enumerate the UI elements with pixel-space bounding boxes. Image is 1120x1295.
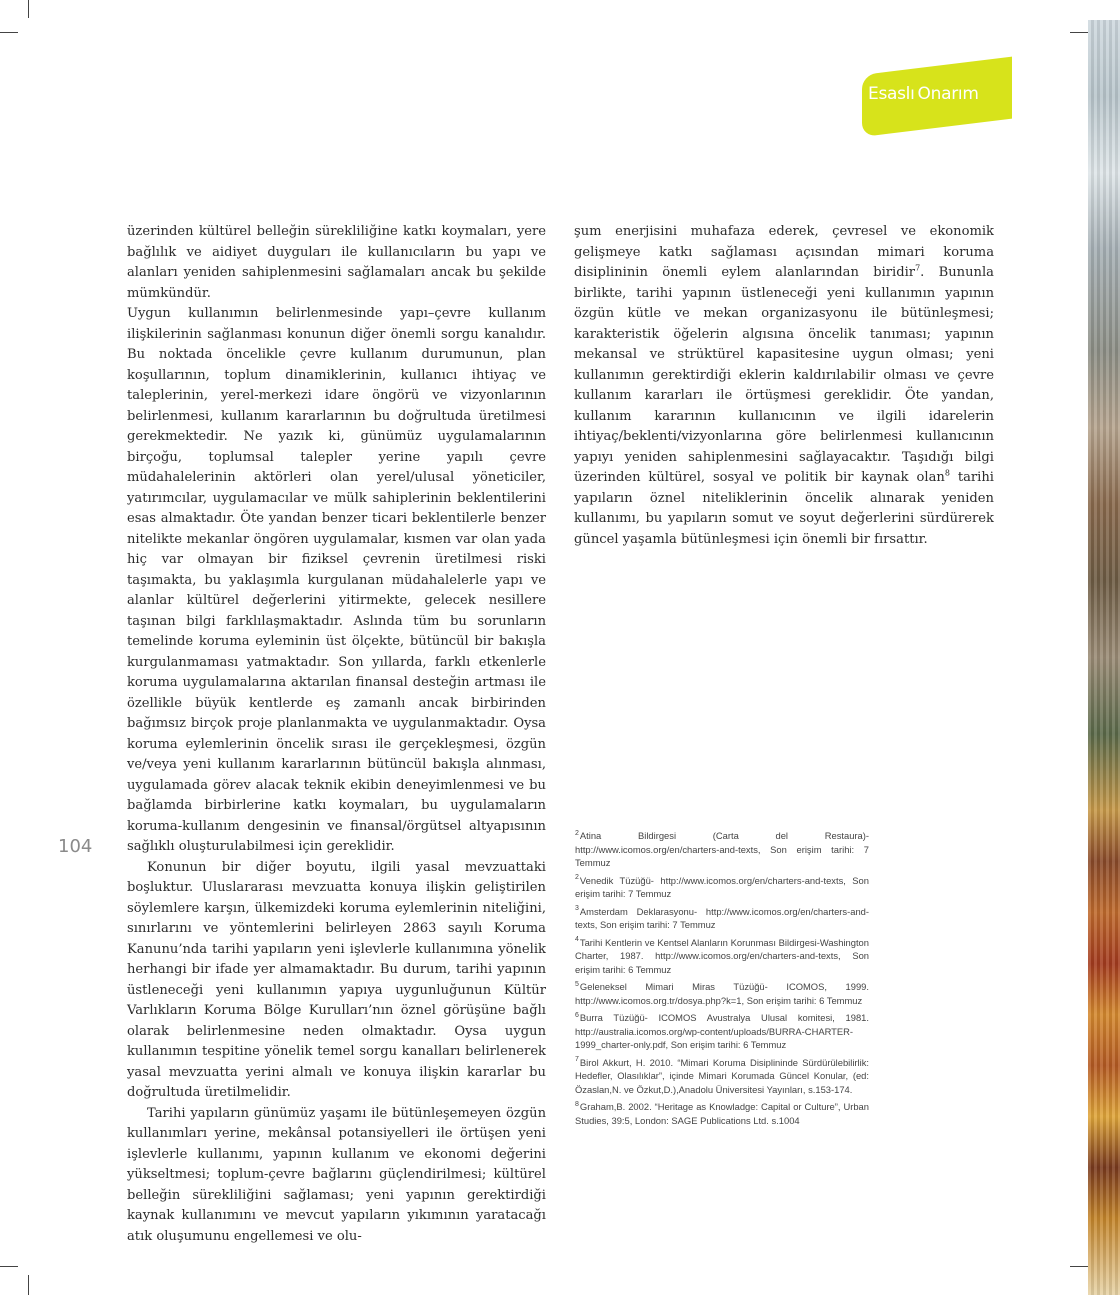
paragraph-text: tarihi yapıların öznel niteliklerinin öncelik alınarak yeniden kullanımı, bu yapıların somut ve soyut değerlerini sürdürerek güncel yaşamla bütünleşmesi için önemli bir fırsattır. bbox=[574, 470, 994, 547]
paragraph: Uygun kullanımın belirlenmesinde yapı–çevre kullanım ilişkilerinin sağlanması konunun diğer önemli sorgu kanalıdır. Bu noktada öncelikle çevre kullanım durumunun, plan koşullarının, toplum dinamiklerinin, kullanıcı ihtiyaç ve taleplerinin, yerel-merkezi idare öngörü ve vizyonlarının belirlenmesi, kullanım kararlarının bu doğrultuda üretilmesi gerekmektedir. Ne yazık ki, günümüz uygulamalarının birçoğu, toplumsal talepler yerine yapılı çevre müdahalelerinin aktörleri olan yerel/ulusal yöneticiler, yatırımcılar, uygulamacılar ve mülk sahiplerinin beklentilerini esas almaktadır. Öte yandan benzer ticari beklentilerle benzer nitelikte mekanlar öngören uygulamalar, kısmen var olan yada hiç var olmayan bir fiziksel çevrenin üretilmesi riski taşımakta, bu yaklaşımla kurgulanan müdahalelerle yapı ve alanlar kültürel değerlerini yitirmekte, gelecek nesillere taşınan bilgi farklılaşmaktadır. Aslında tüm bu sorunların temelinde koruma eyleminin üst ölçekte, bütüncül bir bakışla kurgulanmaması yatmaktadır. Son yıllarda, farklı etkenlerle koruma uygulamalarına aktarılan finansal desteğin artması ile özellikle büyük kentlerde eş zamanlı ancak birbirinden bağımsız birçok proje planlanmakta ve uygulanmaktadır. Oysa koruma eylemlerinin öncelik sırası ile gerçekleşmesi, özgün ve/veya yeni kullanım kararlarının bütüncül bakışla alınması, uygulamada görev alacak teknik ekibin deneyimlenmesi ve bu bağlamda birbirlerine katkı koymaları, bu uygulamaların koruma-kullanım dengesinin ve finansal/örgütsel altyapısının sağlıklı oluşturulabilmesi için gereklidir. bbox=[127, 306, 546, 854]
paragraph-text: şum enerjisini muhafaza ederek, çevresel ve ekonomik gelişmeye katkı sağlaması açısından mimari koruma disiplininin önemli eylem alanlarından biridir bbox=[574, 224, 994, 280]
footnote-text: Tarihi Kentlerin ve Kentsel Alanların Korunması Bildirgesi-Washington Charter, 1987. http://www.icomos.org/en/charters-and-texts, Son erişim tarihi: 6 Temmuz bbox=[575, 936, 869, 975]
section-title bbox=[868, 84, 979, 104]
footnote-text: Birol Akkurt, H. 2010. “Mimari Koruma Disiplininde Sürdürülebilirlik: Hedefler, Olasılıklar”, içinde Mimari Korumada Güncel Konular, (ed: Özaslan,N. ve Özkut,D.),Anadolu Üniversitesi Yayınları, s.153-174. bbox=[575, 1056, 869, 1095]
crop-mark bbox=[28, 0, 29, 18]
paragraph: Tarihi yapıların günümüz yaşamı ile bütünleşemeyen özgün kullanımları yerine, mekânsal potansiyelleri ile örtüşen yeni işlevlerle kullanımı, yapının kullanım ve ekonomi değerini yükseltmesi; toplum-çevre bağlarını güçlendirilmesi; kültürel belleğin sürekliliğini sağlaması; yeni yapının gerektirdiği kaynak kullanımını ve mevcut yapıların yıkımının yaratacağı atık oluşumunu engellemesi ve olu- bbox=[127, 1105, 546, 1244]
section-title-word1: Esaslı bbox=[868, 84, 915, 104]
footnotes bbox=[575, 829, 869, 1131]
footnote bbox=[575, 1011, 869, 1052]
footnote bbox=[575, 1056, 869, 1097]
footnote-reference: 7 bbox=[915, 263, 921, 273]
paragraph-text: . Bununla birlikte, tarihi yapının üstleneceği yeni kullanımın yapının özgün kütle ve mekan organizasyonu ile bütünleşmesi; karakteristik öğelerin algısına öncelik tanıması; yapının mekansal ve strüktürel kapasitesine uygun olması; yeni kullanımın gerektirdiği eklerin kaldırılabilir olması ve çevre kullanım kararları ile örtüşmesi gereklidir. Öte yandan, kullanım kararının kullanıcının ve ilgili idarelerin ihtiyaç/beklenti/vizyonlarına göre belirlenmesi kullanıcının yapıyı yeniden sahiplenmesini sağlayacaktır. Taşıdığı bilgi üzerinden kültürel, sosyal ve politik bir kaynak olan bbox=[574, 265, 994, 485]
paragraph: üzerinden kültürel belleğin sürekliliğine katkı koymaları, yere bağlılık ve aidiyet duyguları ile kullanıcıların bu yapı ve alanları yeniden sahiplenmesini sağlamaları ancak bu şekilde mümkündür. bbox=[127, 224, 546, 301]
footnote-text: Geleneksel Mimari Miras Tüzüğü- ICOMOS, 1999. http://www.icomos.org.tr/dosya.php?k=1, Son erişim tarihi: 6 Temmuz bbox=[575, 981, 869, 1006]
crop-mark bbox=[0, 32, 18, 33]
crop-mark bbox=[0, 1266, 18, 1267]
edge-photo bbox=[1088, 20, 1120, 1295]
footnote-number: 2 bbox=[575, 874, 579, 882]
crop-mark bbox=[28, 1275, 29, 1295]
body-column-left bbox=[127, 222, 546, 1247]
footnote-number: 3 bbox=[575, 905, 579, 913]
footnote-reference: 8 bbox=[944, 468, 950, 478]
paragraph: Konunun bir diğer boyutu, ilgili yasal mevzuattaki boşluktur. Uluslararası mevzuatta konuya ilişkin geliştirilen söylemlere karşın, ülkemizdeki koruma eylemlerinin niteliğini, sınırlarını ve yöntemlerini belirleyen 2863 sayılı Koruma Kanunu’nda tarihi yapıların yeni işlevlerle kullanımına yönelik herhangi bir ifade yer almamaktadır. Bu durum, tarihi yapının üstleneceği yeni kullanımın yapıya uygunluğunun Kültür Varlıkların Koruma Bölge Kurulları’nın öznel görüşüne bağlı olarak belirlenmesine neden olmaktadır. Oysa uygun kullanımın tespitine yönelik temel sorgu kanalları belirlenerek yasal mevzuatta yerini almalı ve konuya ilişkin kararlar bu doğrultuda üretilmelidir. bbox=[127, 859, 546, 1100]
footnote-text: Atina Bildirgesi (Carta del Restaura)- http://www.icomos.org/en/charters-and-texts, Son erişim tarihi: 7 Temmuz bbox=[575, 830, 869, 868]
footnote-number: 7 bbox=[575, 1056, 579, 1064]
footnote-text: Burra Tüzüğü- ICOMOS Avustralya Ulusal komitesi, 1981. http://australia.icomos.org/wp-content/uploads/BURRA-CHARTER-1999_charter-only.pdf, Son erişim tarihi: 6 Temmuz bbox=[575, 1012, 869, 1050]
paragraph bbox=[574, 222, 994, 550]
crop-mark bbox=[1070, 1266, 1088, 1267]
footnote-number: 4 bbox=[575, 936, 579, 944]
footnote-text: Amsterdam Deklarasyonu- http://www.icomos.org/en/charters-and-texts, Son erişim tarihi: 7 Temmuz bbox=[575, 905, 869, 930]
page-number: 104 bbox=[58, 836, 93, 857]
footnote-text: Graham,B. 2002. “Heritage as Knowladge: Capital or Culture”, Urban Studies, 39:5, London: SAGE Publications Ltd. s.1004 bbox=[575, 1101, 869, 1126]
section-title-word2: Onarım bbox=[917, 84, 979, 104]
footnote-number: 6 bbox=[575, 1011, 579, 1019]
crop-mark bbox=[1070, 32, 1088, 33]
footnote-number: 8 bbox=[575, 1100, 579, 1108]
footnote bbox=[575, 980, 869, 1007]
footnote-number: 5 bbox=[575, 980, 579, 988]
footnote bbox=[575, 829, 869, 870]
footnote bbox=[575, 905, 869, 932]
body-column-right bbox=[574, 222, 994, 550]
footnote bbox=[575, 874, 869, 901]
footnote-number: 2 bbox=[575, 829, 579, 837]
footnote-text: Venedik Tüzüğü- http://www.icomos.org/en/charters-and-texts, Son erişim tarihi: 7 Temmuz bbox=[575, 874, 869, 899]
footnote bbox=[575, 936, 869, 977]
footnote bbox=[575, 1100, 869, 1127]
